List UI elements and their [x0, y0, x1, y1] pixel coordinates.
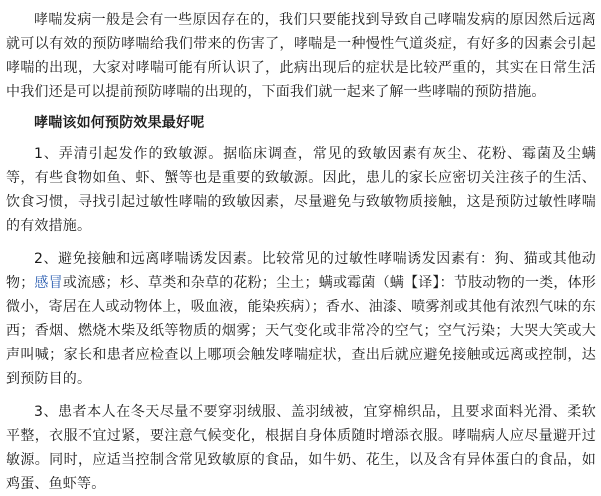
article-body [6, 8, 596, 496]
prevention-item-1: 1、弄清引起发作的致敏源。据临床调查，常见的致敏因素有灰尘、花粉、霉菌及尘螨等，有些食物如鱼、虾、蟹等也是重要的致敏源。因此，患儿的家长应密切关注孩子的生活、饮食习惯，寻找引起过敏性哮喘的致敏因素，尽量避免与致敏物质接触，这是预防过敏性哮喘的有效措施。 [6, 146, 596, 234]
prevention-item-3: 3、患者本人在冬天尽量不要穿羽绒服、盖羽绒被，宜穿棉织品，且要求面料光滑、柔软平整，衣服不宜过紧，要注意气候变化，根据自身体质随时增添衣服。哮喘病人应尽量避开过敏源。同时，应适当控制含常见致敏原的食品，如牛奶、花生，以及含有异体蛋白的食品，如鸡蛋、鱼虾等。 [6, 404, 596, 492]
item-2-text-rest: 或流感；杉、草类和杂草的花粉；尘土；螨或霉菌（螨【译】：节肢动物的一类，体形微小，寄居在人或动物体上，吸血液，能染疾病）；香水、油漆、喷雾剂或其他有浓烈气味的东西；香烟、燃烧木柴及纸等物质的烟雾；天气变化或非常冷的空气；空气污染；大哭大笑或大声叫喊；家长和患者应检查以上哪项会触发哮喘症状，查出后就应避免接触或远离或控制，达到预防目的。 [6, 275, 596, 387]
cold-link[interactable]: 感冒 [34, 275, 63, 291]
intro-paragraph: 哮喘发病一般是会有一些原因存在的，我们只要能找到导致自己哮喘发病的原因然后远离就可以有效的预防哮喘给我们带来的伤害了，哮喘是一种慢性气道炎症，有好多的因素会引起哮喘的出现，大家对哮喘可能有所认识了，此病出现后的症状是比较严重的，其实在日常生活中我们还是可以提前预防哮喘的出现的，下面我们就一起来了解一些哮喘的预防措施。 [6, 12, 596, 100]
item-2-text-start: 2、避免接触和远离哮喘诱发因素。比较常见的过敏性哮喘诱发因素有：狗、猫或其他动物； [6, 251, 596, 291]
prevention-item-2 [6, 247, 596, 391]
section-heading: 哮喘该如何预防效果最好呢 [34, 115, 205, 131]
